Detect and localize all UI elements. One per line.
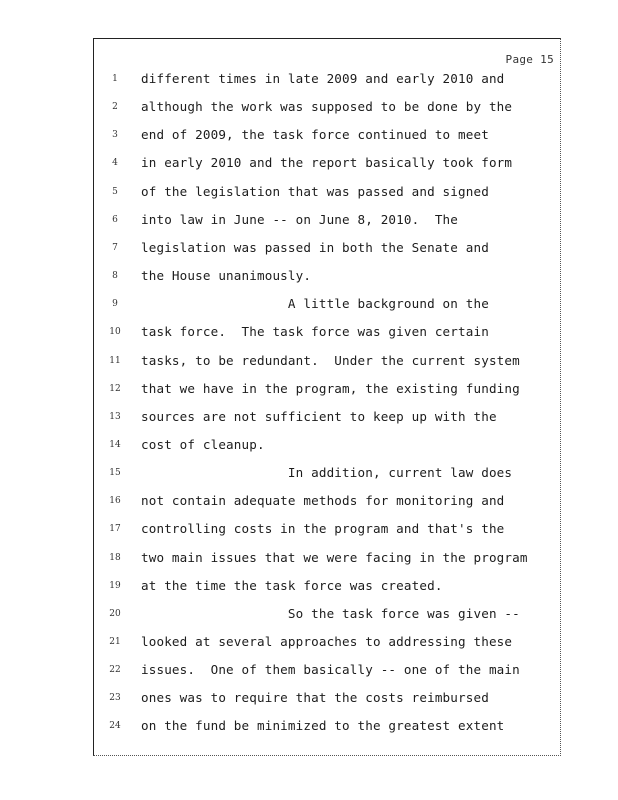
line-number: 20 [109,608,121,619]
line-number: 5 [112,186,118,197]
line-text: end of 2009, the task force continued to meet [141,127,489,143]
transcript-line [94,606,560,626]
line-text: not contain adequate methods for monitoring and [141,493,505,509]
line-text: two main issues that we were facing in the program [141,549,528,565]
transcript-line [94,296,560,316]
transcript-line [94,184,560,204]
transcript-line [94,268,560,288]
transcript-line [94,155,560,175]
line-text: although the work was supposed to be done by the [141,99,513,115]
line-number: 9 [112,299,118,310]
transcript-line [94,662,560,682]
line-number: 3 [112,130,118,141]
line-number: 19 [109,580,121,591]
transcript-line [94,437,560,457]
line-number: 14 [109,439,121,450]
transcript-line [94,493,560,513]
line-number: 23 [109,693,121,704]
line-number: 21 [109,637,121,647]
line-text: different times in late 2009 and early 2010 and [141,71,505,86]
line-number: 24 [109,721,121,732]
line-text: ones was to require that the costs reimbursed [141,690,489,706]
transcript-line [94,578,560,598]
line-text: at the time the task force was created. [141,577,443,593]
line-number: 10 [109,327,121,338]
line-number: 2 [112,102,118,113]
line-text: that we have in the program, the existing funding [141,380,520,396]
line-text: issues. One of them basically -- one of the main [141,662,520,678]
line-number: 1 [112,74,118,84]
transcript-line [94,240,560,260]
transcript-line [94,324,560,344]
line-number: 17 [109,524,121,535]
line-number: 11 [109,355,121,366]
transcript-line [94,99,560,119]
line-number: 16 [109,496,121,507]
page-number: Page 15 [505,53,554,66]
line-text: tasks, to be redundant. Under the current system [141,352,520,368]
line-text: controlling costs in the program and that's the [141,521,505,537]
line-text: the House unanimously. [141,268,312,284]
transcript-line [94,634,560,654]
line-number: 22 [109,665,121,676]
line-text: of the legislation that was passed and signed [141,183,489,199]
transcript-page [93,38,561,756]
transcript-line [94,465,560,485]
line-number: 18 [109,552,121,563]
line-text: So the task force was given -- [141,605,520,621]
transcript-line [94,409,560,429]
line-text: In addition, current law does [141,465,513,481]
line-text: on the fund be minimized to the greatest extent [141,718,505,734]
line-number: 6 [112,214,118,225]
line-text: in early 2010 and the report basically took form [141,155,513,171]
transcript-line [94,381,560,401]
line-text: task force. The task force was given certain [141,324,489,340]
line-text: A little background on the [141,296,489,312]
line-text: cost of cleanup. [141,436,265,452]
line-text: legislation was passed in both the Senate and [141,239,489,255]
transcript-line [94,521,560,541]
line-number: 8 [112,271,118,282]
transcript-line [94,127,560,147]
line-number: 12 [109,383,121,394]
line-text: looked at several approaches to addressing these [141,634,513,649]
line-number: 13 [109,411,121,422]
transcript-line [94,718,560,738]
transcript-line [94,550,560,570]
line-number: 15 [109,468,121,479]
line-text: into law in June -- on June 8, 2010. The [141,211,459,227]
transcript-line [94,353,560,373]
line-text: sources are not sufficient to keep up with the [141,408,497,424]
transcript-line [94,690,560,710]
transcript-line [94,212,560,232]
line-number: 7 [112,242,118,253]
line-number: 4 [112,158,118,169]
transcript-line [94,71,560,91]
